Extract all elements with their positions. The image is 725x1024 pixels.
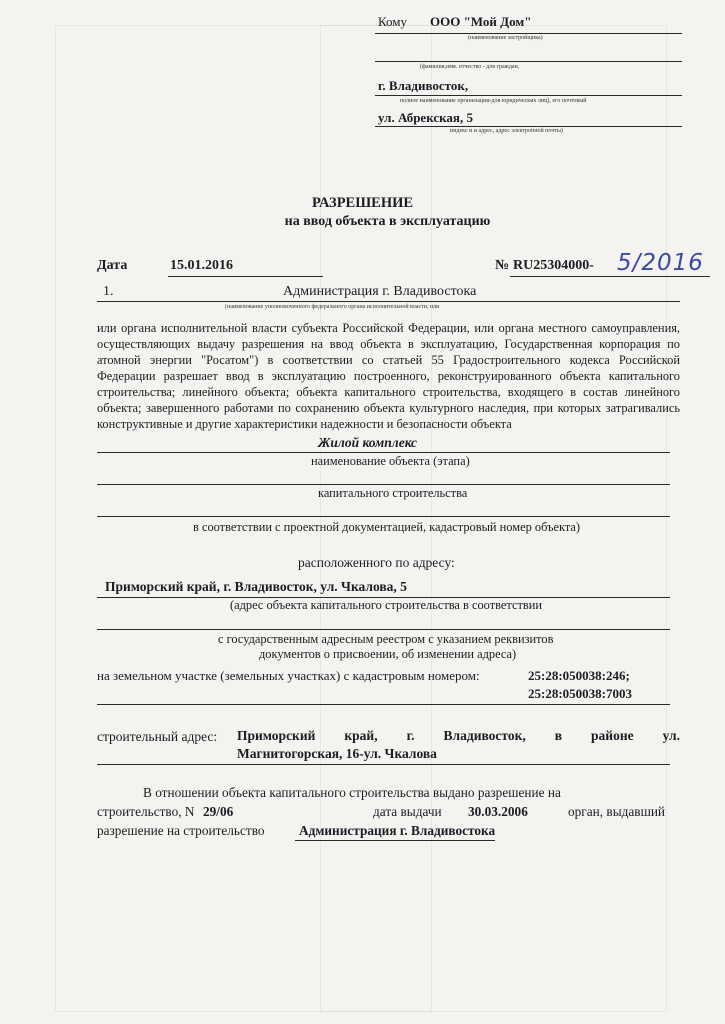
- cadastral-number-1: 25:28:050038:246;: [528, 668, 630, 683]
- date-underline: [168, 276, 323, 277]
- build-address-label: строительный адрес:: [97, 729, 218, 744]
- construction-permit-number: 29/06: [203, 804, 234, 819]
- developer-name: ООО "Мой Дом": [430, 14, 532, 29]
- document-subtitle: на ввод объекта в эксплуатацию: [284, 214, 491, 229]
- developer-underline: [375, 33, 682, 34]
- permit-number: RU25304000-: [513, 258, 594, 273]
- issuer-label-2: разрешение на строительство: [97, 823, 265, 838]
- address-caption-2: с государственным адресным реестром с указанием реквизитов: [218, 632, 554, 646]
- permit-number-label: строительство, N: [97, 804, 195, 819]
- build-address-word: Владивосток,: [443, 728, 526, 743]
- city-underline: [375, 95, 682, 96]
- located-label: расположенного по адресу:: [298, 555, 455, 570]
- build-address-word: ул.: [662, 728, 680, 743]
- authority-caption: (наименование уполномоченного федерального органа исполнительной власти, или: [225, 304, 440, 310]
- fio-caption: (фамилия,имя. отчество - для граждан,: [420, 64, 520, 70]
- issue-date-value: 30.03.2006: [468, 804, 528, 819]
- build-address-word: в: [554, 728, 563, 743]
- build-address-word: районе: [591, 728, 634, 743]
- build-address-line-2: Магнитогорская, 16-ул. Чкалова: [237, 746, 437, 761]
- city-value: г. Владивосток,: [378, 78, 469, 93]
- fio-underline: [375, 61, 682, 62]
- address-caption-3: документов о присвоении, об изменении адреса): [259, 647, 517, 661]
- build-address-word: Приморский: [237, 728, 316, 743]
- date-value: 15.01.2016: [170, 258, 233, 273]
- permit-intro: В отношении объекта капитального строительства выдано разрешение на: [143, 785, 561, 800]
- object-capital-underline: [97, 516, 670, 517]
- issue-date-label: дата выдачи: [373, 804, 442, 819]
- build-address-underline: [97, 764, 670, 765]
- issuer-value: Администрация г. Владивостока: [299, 823, 496, 838]
- street-value: ул. Абрекская, 5: [378, 110, 473, 125]
- number-underline: [510, 276, 710, 277]
- org-caption: полное наименование организации-для юридических лиц), его почтовый: [400, 98, 587, 104]
- land-underline: [97, 704, 670, 705]
- object-capital-caption: капитального строительства: [318, 486, 468, 500]
- object-project-caption: в соответствии с проектной документацией, кадастровый номер объекта): [193, 520, 581, 534]
- issuer-underline: [295, 840, 495, 841]
- land-label: на земельном участке (земельных участках) с кадастровым номером:: [97, 668, 480, 683]
- document-title: РАЗРЕШЕНИЕ: [311, 195, 414, 211]
- issuer-label: орган, выдавший: [568, 804, 666, 819]
- section-index: 1.: [103, 284, 114, 299]
- build-address-line-1: [237, 728, 680, 744]
- build-address-word: г.: [406, 728, 415, 743]
- cadastral-number-2: 25:28:050038:7003: [528, 686, 632, 701]
- date-label: Дата: [97, 258, 128, 273]
- build-address-word: край,: [344, 728, 378, 743]
- authority-paragraph: или органа исполнительной власти субъекта Российской Федерации, или органа местного самоуправления, осуществляющих выдачу разрешения на ввод объекта в эксплуатацию, Государственная корпорация по атомной энергии "Росатом") в соответствии со статьей 55 Градостроительного кодекса Российской Федерации разрешает ввод в эксплуатацию построенного, реконструированного объекта капитального строительства; линейного объекта; объекта капитального строительства, входящего в состав линейного объекта; завершенного работами по сохранению объекта культурного наследия, при которых затрагивались конструктивные и другие характеристики надежности и безопасности объекта: [97, 321, 680, 431]
- object-address: Приморский край, г. Владивосток, ул. Чкалова, 5: [105, 579, 407, 594]
- street-underline: [375, 126, 682, 127]
- to-label: Кому: [378, 14, 408, 29]
- number-label: №: [495, 258, 510, 273]
- developer-caption: (наименование застройщика): [468, 35, 543, 41]
- handwritten-number: 5/2016: [617, 250, 704, 276]
- authority-name: Администрация г. Владивостока: [283, 284, 477, 299]
- object-name: Жилой комплекс: [318, 435, 418, 450]
- address-caption-1: (адрес объекта капитального строительства в соответствии: [230, 598, 542, 612]
- address-caption-underline: [97, 629, 670, 630]
- object-stage-caption: наименование объекта (этапа): [311, 454, 470, 468]
- authority-underline: [97, 301, 680, 302]
- index-caption: индекс и и адрес, адрес электронной почты): [450, 128, 563, 134]
